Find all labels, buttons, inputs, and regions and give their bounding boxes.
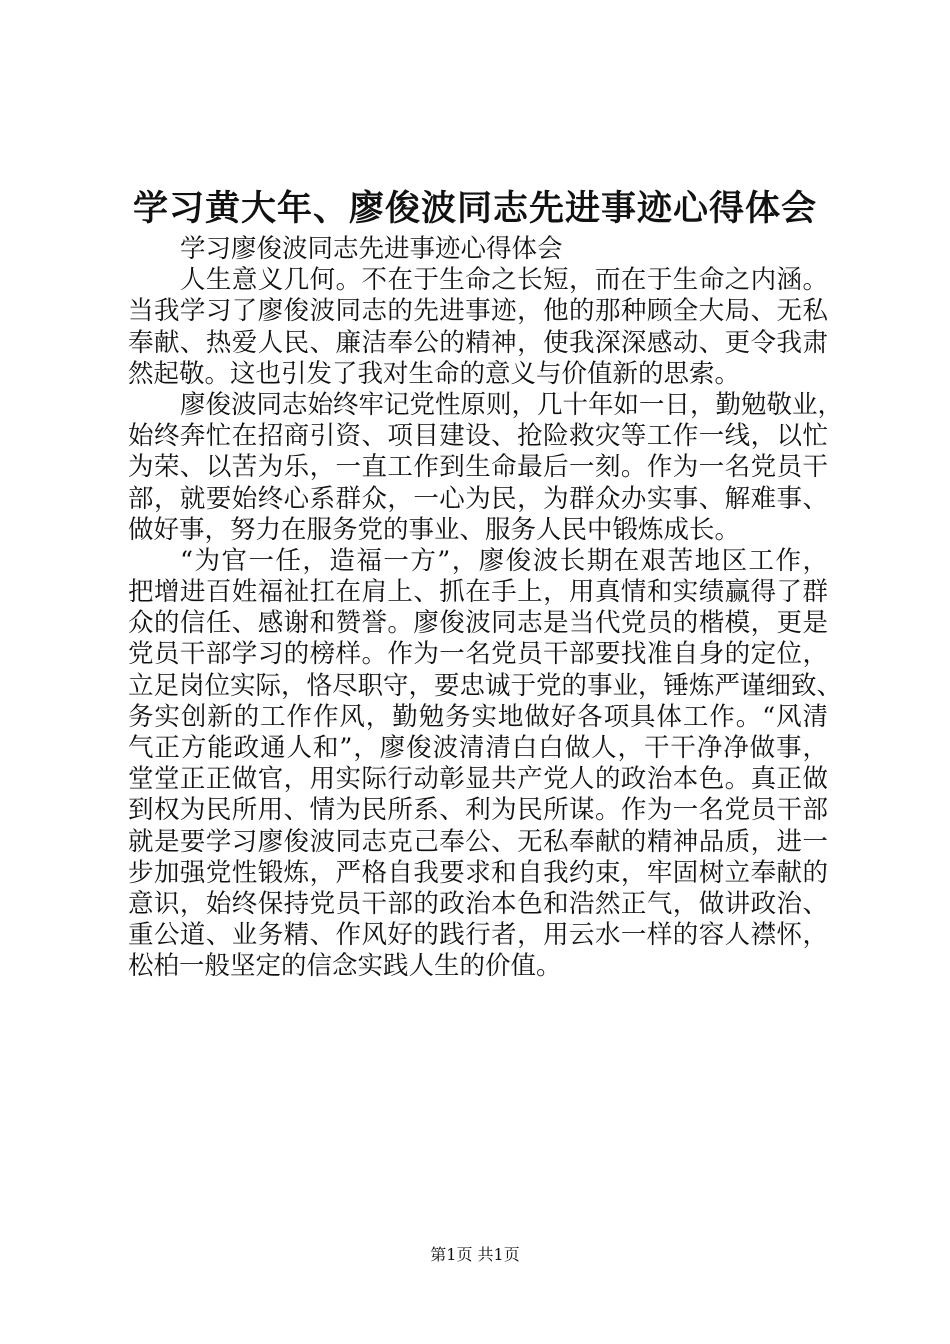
body-line: 当我学习了廖俊波同志的先进事迹，他的那种顾全大局、无私 bbox=[128, 296, 828, 327]
body-line: 部，就要始终心系群众，一心为民，为群众办实事、解难事、 bbox=[128, 483, 828, 514]
body-line: 党员干部学习的榜样。作为一名党员干部要找准自身的定位， bbox=[128, 639, 828, 670]
body-line: “为官一任，造福一方”，廖俊波长期在艰苦地区工作， bbox=[180, 545, 828, 576]
body-line: 人生意义几何。不在于生命之长短，而在于生命之内涵。 bbox=[180, 265, 828, 296]
body-line: 务实创新的工作作风，勤勉务实地做好各项具体工作。“风清 bbox=[128, 701, 828, 732]
body-line: 气正方能政通人和”，廖俊波清清白白做人，干干净净做事， bbox=[128, 733, 828, 763]
document-body bbox=[128, 234, 844, 983]
body-line: 为荣、以苦为乐，一直工作到生命最后一刻。作为一名党员干 bbox=[128, 452, 828, 483]
body-line: 到权为民所用、情为民所系、利为民所谋。作为一名党员干部 bbox=[128, 795, 828, 826]
body-line: 众的信任、感谢和赞誉。廖俊波同志是当代党员的楷模，更是 bbox=[128, 608, 828, 639]
body-line: 奉献、热爱人民、廉洁奉公的精神，使我深深感动、更令我肃 bbox=[128, 327, 828, 358]
body-line: 做好事，努力在服务党的事业、服务人民中锻炼成长。 bbox=[128, 514, 741, 545]
body-line: 立足岗位实际，恪尽职守，要忠诚于党的事业，锤炼严谨细致、 bbox=[128, 670, 843, 701]
body-line: 学习廖俊波同志先进事迹心得体会 bbox=[180, 234, 563, 264]
document-title: 学习黄大年、廖俊波同志先进事迹心得体会 bbox=[132, 188, 817, 229]
body-line: 松柏一般坚定的信念实践人生的价值。 bbox=[128, 951, 562, 982]
page-footer: 第1页 共1页 bbox=[430, 1245, 520, 1264]
body-line: 廖俊波同志始终牢记党性原则，几十年如一日，勤勉敬业， bbox=[180, 389, 844, 420]
body-line: 意识，始终保持党员干部的政治本色和浩然正气，做讲政治、 bbox=[128, 888, 828, 919]
body-line: 始终奔忙在招商引资、项目建设、抢险救灾等工作一线，以忙 bbox=[128, 421, 828, 452]
body-line: 重公道、业务精、作风好的践行者，用云水一样的容人襟怀， bbox=[128, 920, 828, 951]
body-line: 就是要学习廖俊波同志克己奉公、无私奉献的精神品质，进一 bbox=[128, 826, 828, 857]
body-line: 然起敬。这也引发了我对生命的意义与价值新的思索。 bbox=[128, 358, 741, 389]
body-line: 堂堂正正做官，用实际行动彰显共产党人的政治本色。真正做 bbox=[128, 764, 828, 795]
body-line: 步加强党性锻炼，严格自我要求和自我约束，牢固树立奉献的 bbox=[128, 857, 828, 888]
body-line: 把增进百姓福祉扛在肩上、抓在手上，用真情和实绩赢得了群 bbox=[128, 577, 828, 608]
